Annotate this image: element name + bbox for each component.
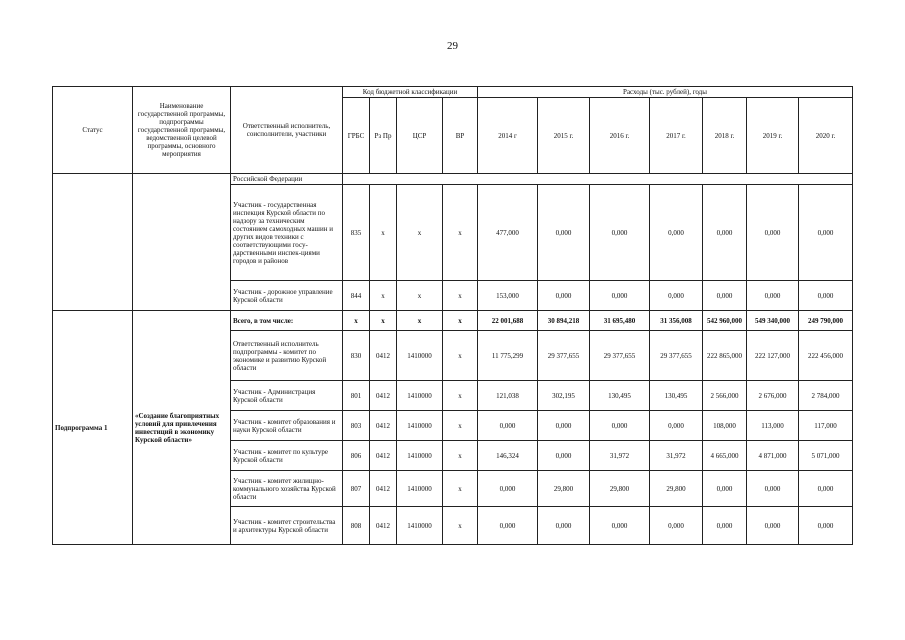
vr-cell: x <box>443 441 478 471</box>
value-cell: 549 340,000 <box>747 311 799 331</box>
value-cell: 0,000 <box>590 281 650 311</box>
rzpr-cell: x <box>370 185 397 281</box>
grbs-cell: 830 <box>343 331 370 381</box>
header-expenses-group: Расходы (тыс. рублей), годы <box>478 87 853 98</box>
executor-cell: Участник - дорожное управление Курской области <box>231 281 343 311</box>
vr-cell: x <box>443 381 478 411</box>
header-executor: Ответственный исполнитель, соисполнители, участники <box>231 87 343 174</box>
csr-cell: 1410000 <box>397 471 443 507</box>
value-cell: 0,000 <box>538 441 590 471</box>
value-cell: 130,495 <box>650 381 703 411</box>
value-cell: 29,800 <box>590 471 650 507</box>
value-cell: 31,972 <box>590 441 650 471</box>
value-cell: 222 865,000 <box>703 331 747 381</box>
header-year: 2019 г. <box>747 98 799 174</box>
rzpr-cell: x <box>370 311 397 331</box>
csr-cell: 1410000 <box>397 441 443 471</box>
value-cell: 121,038 <box>478 381 538 411</box>
csr-cell: x <box>397 185 443 281</box>
value-cell: 0,000 <box>650 411 703 441</box>
rzpr-cell: 0412 <box>370 411 397 441</box>
value-cell: 0,000 <box>747 185 799 281</box>
value-cell: 0,000 <box>703 471 747 507</box>
carryover-text: Российской Федерации <box>231 174 343 185</box>
executor-cell: Ответственный исполнитель подпрограммы - комитет по экономике и развитию Курской области <box>231 331 343 381</box>
value-cell: 117,000 <box>799 411 853 441</box>
csr-cell: 1410000 <box>397 507 443 545</box>
value-cell: 0,000 <box>590 507 650 545</box>
value-cell: 0,000 <box>799 281 853 311</box>
grbs-cell: 808 <box>343 507 370 545</box>
rzpr-cell: 0412 <box>370 381 397 411</box>
value-cell: 2 566,000 <box>703 381 747 411</box>
grbs-cell: x <box>343 311 370 331</box>
value-cell: 0,000 <box>478 471 538 507</box>
value-cell: 108,000 <box>703 411 747 441</box>
value-cell: 130,495 <box>590 381 650 411</box>
value-cell: 542 960,000 <box>703 311 747 331</box>
executor-cell: Участник - комитет жилищно-коммунального хозяйства Курской области <box>231 471 343 507</box>
header-year: 2015 г. <box>538 98 590 174</box>
value-cell: 0,000 <box>703 281 747 311</box>
value-cell: 11 775,299 <box>478 331 538 381</box>
header-year: 2020 г. <box>799 98 853 174</box>
subprogram-name: «Создание благоприятных условий для привлечения инвестиций в экономику Курской области» <box>133 311 231 545</box>
value-cell: 249 790,000 <box>799 311 853 331</box>
vr-cell: x <box>443 507 478 545</box>
executor-cell: Участник - государственная инспекция Курской области по надзору за техническим состоянием самоходных машин и других видов техники с соответствующими госу-дарственными инспек-циями городов и районов <box>231 185 343 281</box>
rzpr-cell: 0412 <box>370 471 397 507</box>
status-cell-empty <box>53 174 133 311</box>
name-cell-empty <box>133 174 231 311</box>
value-cell: 4 871,000 <box>747 441 799 471</box>
value-cell: 0,000 <box>538 185 590 281</box>
value-cell: 0,000 <box>478 507 538 545</box>
executor-cell: Участник - комитет образования и науки Курской области <box>231 411 343 441</box>
value-cell: 113,000 <box>747 411 799 441</box>
value-cell: 0,000 <box>747 507 799 545</box>
budget-table <box>52 86 853 545</box>
value-cell: 477,000 <box>478 185 538 281</box>
header-name: Наименование государственной программы, подпрограммы государственной программы, ведомственной целевой программы, основного мероприятия <box>133 87 231 174</box>
value-cell: 146,324 <box>478 441 538 471</box>
value-cell: 222 456,000 <box>799 331 853 381</box>
vr-cell: x <box>443 281 478 311</box>
value-cell: 0,000 <box>799 507 853 545</box>
header-code-group: Код бюджетной классификации <box>343 87 478 98</box>
value-cell: 5 071,000 <box>799 441 853 471</box>
header-rzpr: Рз Пр <box>370 98 397 174</box>
header-year: 2016 г. <box>590 98 650 174</box>
vr-cell: x <box>443 331 478 381</box>
grbs-cell: 806 <box>343 441 370 471</box>
value-cell: 2 784,000 <box>799 381 853 411</box>
csr-cell: 1410000 <box>397 411 443 441</box>
rzpr-cell: 0412 <box>370 331 397 381</box>
executor-cell: Всего, в том числе: <box>231 311 343 331</box>
value-cell: 29,800 <box>538 471 590 507</box>
vr-cell: x <box>443 411 478 441</box>
vr-cell: x <box>443 311 478 331</box>
value-cell: 0,000 <box>538 281 590 311</box>
grbs-cell: 835 <box>343 185 370 281</box>
value-cell: 2 676,000 <box>747 381 799 411</box>
value-cell: 29,800 <box>650 471 703 507</box>
value-cell: 0,000 <box>590 185 650 281</box>
value-cell: 0,000 <box>799 471 853 507</box>
header-year: 2018 г. <box>703 98 747 174</box>
value-cell: 0,000 <box>703 185 747 281</box>
value-cell: 29 377,655 <box>538 331 590 381</box>
rzpr-cell: 0412 <box>370 507 397 545</box>
value-cell: 0,000 <box>538 411 590 441</box>
value-cell: 0,000 <box>478 411 538 441</box>
value-cell: 302,195 <box>538 381 590 411</box>
subprogram-status: Подпрограмма 1 <box>53 311 133 545</box>
value-cell: 4 665,000 <box>703 441 747 471</box>
rzpr-cell: 0412 <box>370 441 397 471</box>
executor-cell: Участник - Администрация Курской области <box>231 381 343 411</box>
value-cell: 0,000 <box>799 185 853 281</box>
value-cell: 0,000 <box>650 507 703 545</box>
vr-cell: x <box>443 471 478 507</box>
header-grbs: ГРБС <box>343 98 370 174</box>
grbs-cell: 844 <box>343 281 370 311</box>
value-cell: 222 127,000 <box>747 331 799 381</box>
header-year: 2014 г <box>478 98 538 174</box>
executor-cell: Участник - комитет по культуре Курской области <box>231 441 343 471</box>
executor-cell: Участник - комитет строительства и архитектуры Курской области <box>231 507 343 545</box>
grbs-cell: 807 <box>343 471 370 507</box>
csr-cell: x <box>397 311 443 331</box>
grbs-cell: 803 <box>343 411 370 441</box>
value-cell: 31,972 <box>650 441 703 471</box>
rzpr-cell: x <box>370 281 397 311</box>
value-cell: 0,000 <box>538 507 590 545</box>
table-row-total <box>53 311 853 331</box>
value-cell: 22 001,688 <box>478 311 538 331</box>
grbs-cell: 801 <box>343 381 370 411</box>
value-cell: 0,000 <box>747 281 799 311</box>
header-year: 2017 г. <box>650 98 703 174</box>
value-cell: 29 377,655 <box>590 331 650 381</box>
page-number: 29 <box>447 40 458 52</box>
value-cell: 0,000 <box>650 281 703 311</box>
vr-cell: x <box>443 185 478 281</box>
value-cell: 0,000 <box>703 507 747 545</box>
csr-cell: 1410000 <box>397 331 443 381</box>
csr-cell: 1410000 <box>397 381 443 411</box>
header-csr: ЦСР <box>397 98 443 174</box>
header-status: Статус <box>53 87 133 174</box>
value-cell: 153,000 <box>478 281 538 311</box>
value-cell: 0,000 <box>650 185 703 281</box>
value-cell: 31 356,008 <box>650 311 703 331</box>
value-cell: 0,000 <box>590 411 650 441</box>
value-cell: 30 894,218 <box>538 311 590 331</box>
header-vr: ВР <box>443 98 478 174</box>
value-cell: 31 695,480 <box>590 311 650 331</box>
value-cell: 29 377,655 <box>650 331 703 381</box>
value-cell: 0,000 <box>747 471 799 507</box>
csr-cell: x <box>397 281 443 311</box>
